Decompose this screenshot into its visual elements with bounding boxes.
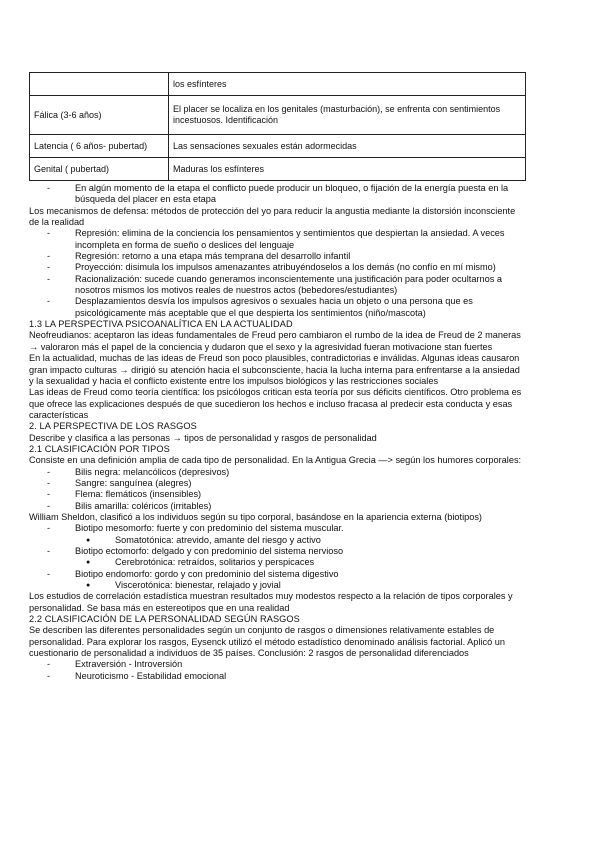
paragraph-line: William Sheldon, clasificó a los individuos según su tipo corporal, basándose en la apariencia externa (biotipos) xyxy=(29,511,482,522)
sub-list-item: ● Cerebrotónica: retraídos, solitarios y perspicaces xyxy=(29,557,574,568)
paragraph-line: personalidad. Para explorar los rasgos, Eysenck utilizó el método estadístico denominado análisis factorial. Aplicó un xyxy=(29,636,505,647)
list-item: - Biotipo ectomorfo: delgado y con predominio del sistema nervioso xyxy=(29,546,574,557)
list-item: - Racionalización: sucede cuando generamos inconscientemente una justificación para poder ocultarnos a xyxy=(29,274,574,285)
description-cell: los esfínteres xyxy=(169,73,526,96)
list-item-continuation: nosotros mismos los motivos reales de nuestros actos (bebedores/estudiantes) xyxy=(75,285,398,296)
table-row xyxy=(30,96,526,135)
list-item: - Proyección: disimula los impulsos amenazantes atribuyéndoselos a los demás (no confío en mí mismo) xyxy=(29,262,574,273)
list-item: - Sangre: sanguínea (alegres) xyxy=(29,478,574,489)
list-item-continuation: incompleta en forma de sueño o deslices del lenguaje xyxy=(75,239,295,250)
stage-cell: Fálica (3-6 años) xyxy=(30,96,169,135)
list-item: - Regresión: retorno a una etapa más temprana del desarrollo infantil xyxy=(29,251,574,262)
list-item-continuation: psicológicamente más aceptable que el que despierta los sentimientos (niño/mascota) xyxy=(75,307,426,318)
paragraph-line: y la sexualidad y hacia el conflicto existente entre los impulsos biológicos y las restricciones sociales xyxy=(29,375,439,386)
paragraph-line: de la realidad xyxy=(29,217,85,228)
paragraph-line: → valoraron más el papel de la conciencia y dudaron que el sexo y la agresividad fueran motivacione stan fuertes xyxy=(29,341,493,352)
list-item: - Desplazamientos desvía los impulsos agresivos o sexuales hacia un objeto o una persona que es xyxy=(29,296,574,307)
paragraph-line: que ofrece las explicaciones después de que sucedieron los hechos e incluso fracasa al predecir esta conducta y esas xyxy=(29,398,513,409)
table-row xyxy=(30,135,526,158)
paragraph-line: Se describen las diferentes personalidades según un conjunto de rasgos o dimensiones relativamente estables de xyxy=(29,625,495,636)
table-row xyxy=(30,158,526,181)
list-item: - Represión: elimina de la conciencia los pensamientos y sentimientos que despiertan la ansiedad. A veces xyxy=(29,228,574,239)
paragraph-line: Describe y clasifica a las personas → tipos de personalidad y rasgos de personalidad xyxy=(29,432,377,443)
paragraph-line: características xyxy=(29,409,89,420)
section-heading: 2.2 CLASIFICACIÓN DE LA PERSONALIDAD SEGÚN RASGOS xyxy=(29,614,300,625)
stage-cell: Genital ( pubertad) xyxy=(30,158,169,181)
list-item: - En algún momento de la etapa el conflicto puede producir un bloqueo, o fijación de la energía puesta en la xyxy=(29,183,574,194)
paragraph-line: personalidad. Se basa más en estereotipos que en una realidad xyxy=(29,602,290,613)
paragraph-line: gran impacto culturas → dirigió su atención hacia el subconsciente, hacia la lucha interna para enfrentarse a la ansiedad xyxy=(29,364,520,375)
list-item: - Neuroticismo - Estabilidad emocional xyxy=(29,671,574,682)
list-item-continuation: búsqueda del placer en esta etapa xyxy=(75,194,216,205)
list-item: - Biotipo endomorfo: gordo y con predominio del sistema digestivo xyxy=(29,569,574,580)
list-item: - Bilis amarilla: coléricos (irritables) xyxy=(29,501,574,512)
list-item: - Biotipo mesomorfo: fuerte y con predominio del sistema muscular. xyxy=(29,523,574,534)
description-cell: El placer se localiza en los genitales (masturbación), se enfrenta con sentimientos incestuosos. Identificación xyxy=(169,96,526,135)
sub-list-item: ● Somatotónica: atrevido, amante del riesgo y activo xyxy=(29,535,574,546)
description-cell: Maduras los esfínteres xyxy=(169,158,526,181)
paragraph-line: En la actualidad, muchas de las ideas de Freud son poco plausibles, contradictorias e inválidas. Algunas ideas causaron xyxy=(29,353,520,364)
paragraph-line: Los mecanismos de defensa: métodos de protección del yo para reducir la angustia mediante la distorsión inconsciente xyxy=(29,205,516,216)
psychosexual-stages-table xyxy=(29,72,526,181)
paragraph-line: Consiste en una definición amplia de cada tipo de personalidad. En la Antigua Grecia —> según los humores corporales: xyxy=(29,455,522,466)
paragraph-line: Las ideas de Freud como teoría científica: los psicólogos critican esta teoría por sus déficits científicos. Otro problema es xyxy=(29,387,522,398)
paragraph-line: Los estudios de correlación estadística muestran resultados muy modestos respecto a la relación de tipos corporales y xyxy=(29,591,513,602)
stage-cell: Latencia ( 6 años- pubertad) xyxy=(30,135,169,158)
document-body xyxy=(29,183,574,682)
description-cell: Las sensaciones sexuales están adormecidas xyxy=(169,135,526,158)
table-row xyxy=(30,73,526,96)
list-item: - Flema: flemáticos (insensibles) xyxy=(29,489,574,500)
paragraph-line: Neofreudianos: aceptaron las ideas fundamentales de Freud pero cambiaron el rumbo de la idea de Freud de 2 maneras xyxy=(29,330,521,341)
list-item: - Extraversión - Introversión xyxy=(29,659,574,670)
section-heading: 2.1 CLASIFICACIÓN POR TIPOS xyxy=(29,443,170,454)
list-item: - Bilis negra: melancólicos (depresivos) xyxy=(29,467,574,478)
stage-cell xyxy=(30,73,169,96)
paragraph-line: cuestionario de personalidad a individuos de 35 países. Conclusión: 2 rasgos de personalidad diferenciados xyxy=(29,648,469,659)
section-heading: 1.3 LA PERSPECTIVA PSICOANALÍTICA EN LA ACTUALIDAD xyxy=(29,319,293,330)
section-heading: 2. LA PERSPECTIVA DE LOS RASGOS xyxy=(29,421,197,432)
sub-list-item: ● Viscerotónica: bienestar, relajado y jovial xyxy=(29,580,574,591)
